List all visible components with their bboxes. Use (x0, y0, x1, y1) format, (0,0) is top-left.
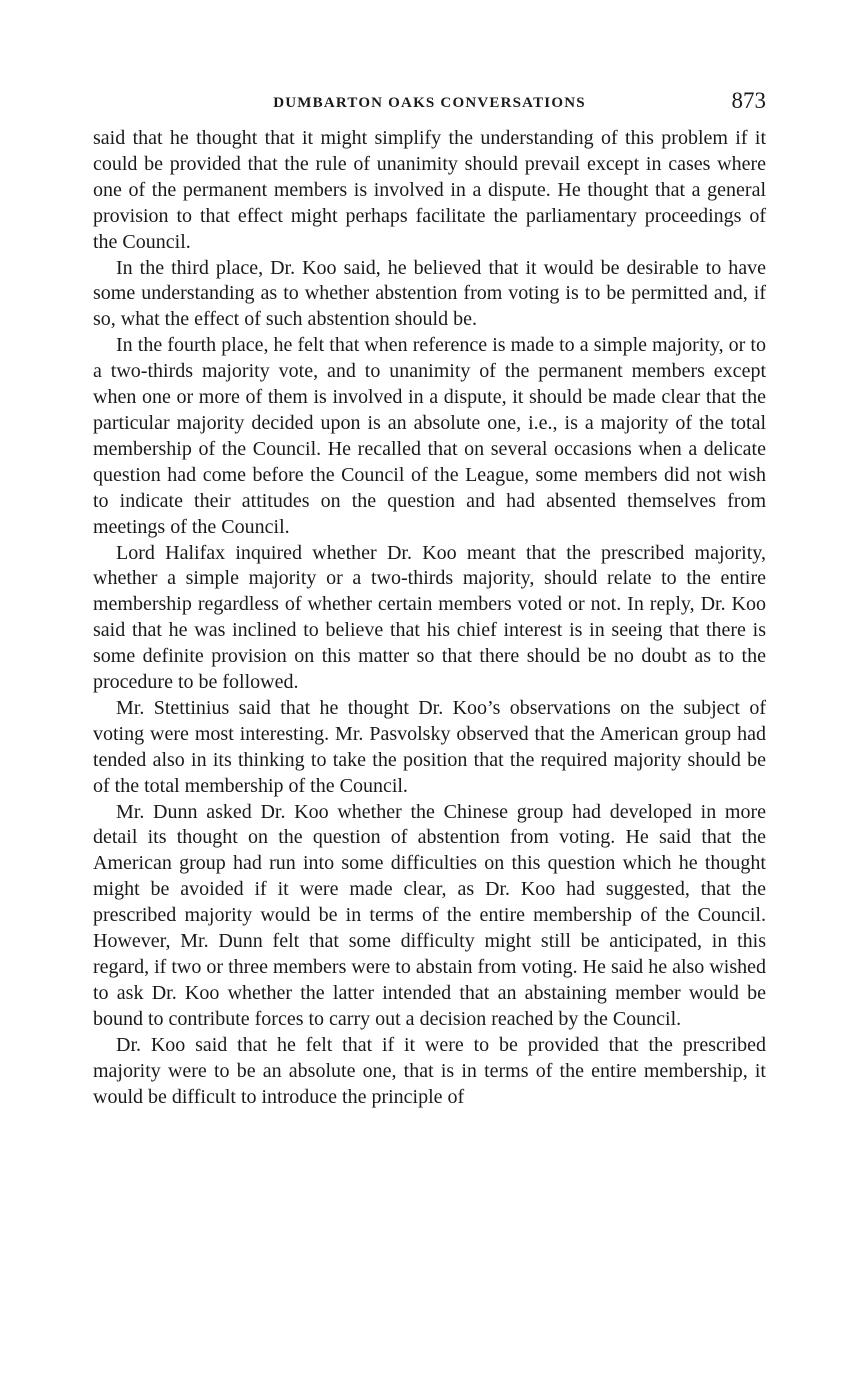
running-title: DUMBARTON OAKS CONVERSATIONS (273, 95, 586, 111)
paragraph: In the third place, Dr. Koo said, he believed that it would be desirable to have some understanding as to whether abstention from voting is to be permitted and, if so, what the effect of such abstention should be. (93, 256, 766, 331)
document-page (93, 88, 766, 1110)
paragraph: In the fourth place, he felt that when reference is made to a simple majority, or to a two-thirds majority vote, and to unanimity of the permanent members except when one or more of them is involved in a dispute, it should be made clear that the particular majority decided upon is an absolute one, i.e., is a majority of the total membership of the Council. He recalled that on several occasions when a delicate question had come before the Council of the League, some members did not wish to indicate their attitudes on the question and had absented themselves from meetings of the Council. (93, 334, 766, 538)
page-number: 873 (731, 88, 766, 113)
paragraph: Mr. Stettinius said that he thought Dr. Koo’s observations on the subject of voting were most interesting. Mr. Pasvolsky observed that the American group had tended also in its thinking to take the position that the required majority should be of the total membership of the Council. (93, 696, 766, 797)
paragraph: Mr. Dunn asked Dr. Koo whether the Chinese group had developed in more detail its thought on the question of abstention from voting. He said that the American group had run into some difficulties on this question which he thought might be avoided if it were made clear, as Dr. Koo had suggested, that the prescribed majority would be in terms of the entire membership of the Council. However, Mr. Dunn felt that some difficulty might still be anticipated, in this regard, if two or three members were to abstain from voting. He said he also wished to ask Dr. Koo whether the latter intended that an abstaining member would be bound to contribute forces to carry out a decision reached by the Council. (93, 800, 766, 1030)
body-text (93, 126, 766, 1110)
running-header (93, 88, 766, 120)
paragraph-continuation: said that he thought that it might simplify the understanding of this problem if it could be provided that the rule of unanimity should prevail except in cases where one of the permanent members is involved in a dispute. He thought that a general provision to that effect might perhaps facilitate the parliamentary proceedings of the Council. (93, 127, 766, 253)
paragraph: Lord Halifax inquired whether Dr. Koo meant that the prescribed majority, whether a simple majority or a two-thirds majority, should relate to the entire membership regardless of whether certain members voted or not. In reply, Dr. Koo said that he was inclined to believe that his chief interest is in seeing that there is some definite provision on this matter so that there should be no doubt as to the procedure to be followed. (93, 541, 766, 694)
paragraph: Dr. Koo said that he felt that if it were to be provided that the prescribed majority were to be an absolute one, that is in terms of the entire membership, it would be difficult to introduce the principle of (93, 1033, 766, 1108)
